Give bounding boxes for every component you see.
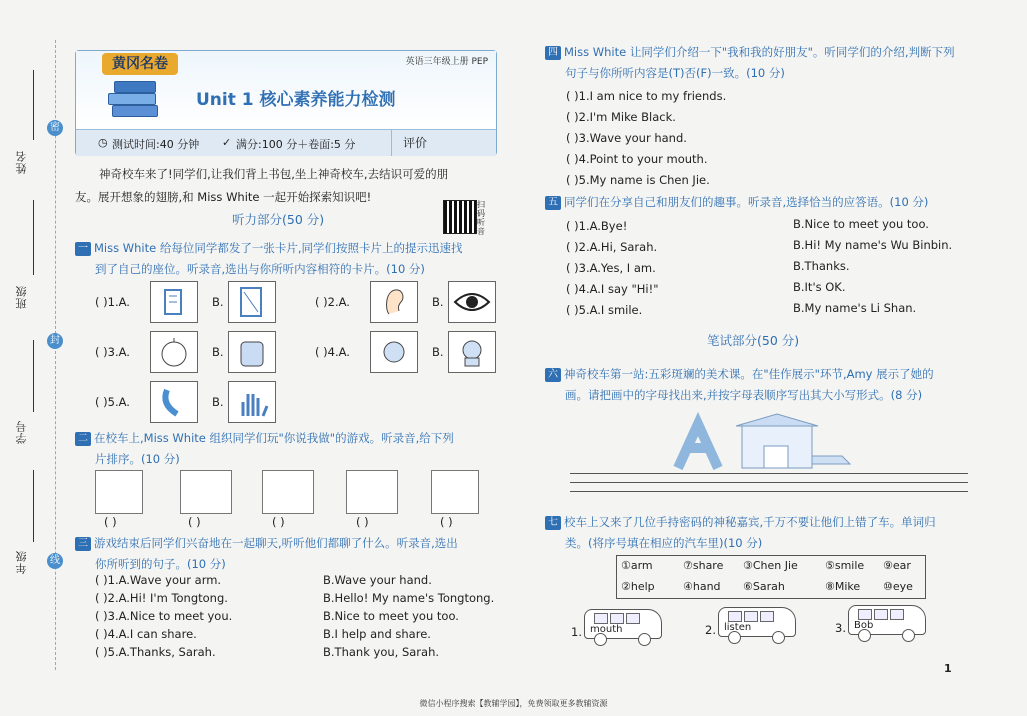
question-4: 四 Miss White 让同学们介绍一下"我和我的好朋友"。听同学们的介绍,判断下列 句子与你所听内容是(T)否(F)一致。(10 分)	[545, 42, 985, 84]
grade-blank[interactable]	[33, 470, 34, 542]
name-blank[interactable]	[33, 70, 34, 140]
q1-item-5: ( )5.A.	[95, 395, 130, 409]
books-icon	[108, 79, 160, 119]
q1-b-label: B.	[212, 345, 224, 359]
page-title: Unit 1 核心素养能力检测	[196, 90, 396, 110]
apple-icon[interactable]	[150, 331, 198, 373]
scene-picture	[95, 470, 143, 514]
q1-item-2: ( )2.A.	[315, 295, 350, 309]
order-blank[interactable]: ( )	[440, 515, 453, 529]
arm-icon[interactable]	[150, 381, 198, 423]
bus-number-3: 3.	[835, 621, 846, 635]
scene-picture	[262, 470, 314, 514]
test-time: 测试时间:40 分钟	[112, 138, 200, 151]
question-3: 三 游戏结束后同学们兴奋地在一起聊天,听听他们都聊了什么。听录音,选出 你所听到的句子。(10 分)	[75, 533, 505, 575]
bus-label: listen	[724, 622, 752, 633]
order-blank[interactable]: ( )	[356, 515, 369, 529]
grade-label: 年级	[15, 550, 28, 574]
q3-options-b: B.Wave your hand. B.Hello! My name's Tongtong. B.Nice to meet you too. B.I help and share. B.Thank you, Sarah.	[323, 573, 495, 659]
q1-item-3: ( )3.A.	[95, 345, 130, 359]
order-blank[interactable]: ( )	[104, 515, 117, 529]
q1-item-4: ( )4.A.	[315, 345, 350, 359]
rating-label: 评价	[391, 130, 438, 156]
qr-code-icon[interactable]	[443, 200, 477, 234]
ear-icon[interactable]	[370, 281, 418, 323]
cat-icon[interactable]	[370, 331, 418, 373]
seal-feng: 封	[47, 333, 63, 349]
full-score: 满分:100 分＋卷面:5 分	[236, 138, 356, 151]
q1-item-1: ( )1.A.	[95, 295, 130, 309]
class-blank[interactable]	[33, 200, 34, 275]
word-table: ①arm ③Chen Jie ⑤smile ⑦share ⑨ear ②help ④hand ⑥Sarah ⑧Mike ⑩eye	[616, 555, 926, 599]
bus-number-1: 1.	[571, 625, 582, 639]
qr-tag: 扫码听音	[477, 200, 485, 236]
binding-strip	[0, 0, 68, 716]
bus-label: mouth	[590, 624, 623, 635]
question-6: 六 神奇校车第一站:五彩斑斓的美术课。在"佳作展示"环节,Amy 展示了她的 画。请把画中的字母找出来,并按字母表顺序写出其大小写形式。(8 分)	[545, 364, 985, 406]
name-label: 姓名	[15, 150, 28, 174]
scene-picture	[346, 470, 398, 514]
order-blank[interactable]: ( )	[188, 515, 201, 529]
q5-options-b: B.Nice to meet you too. B.Hi! My name's Wu Binbin. B.Thanks. B.It's OK. B.My name's Li Shan.	[793, 217, 953, 315]
id-label: 学号	[15, 420, 28, 444]
seal-mi: 密	[47, 120, 63, 136]
hand-icon[interactable]	[228, 381, 276, 423]
order-blank[interactable]: ( )	[272, 515, 285, 529]
writing-title: 笔试部分(50 分)	[707, 333, 800, 348]
question-5: 五 同学们在分享自己和朋友们的趣事。听录音,选择恰当的应答语。(10 分)	[545, 192, 985, 213]
page-number: 1	[944, 662, 952, 675]
id-blank[interactable]	[33, 340, 34, 412]
bus-icon[interactable]	[848, 601, 926, 645]
q1-b-label: B.	[212, 395, 224, 409]
card-option[interactable]	[228, 281, 276, 323]
bus-label: Bob	[854, 620, 874, 631]
card-option[interactable]	[150, 281, 198, 323]
test-header	[75, 50, 497, 156]
q5-options-a: ( )1.A.Bye! ( )2.A.Hi, Sarah. ( )3.A.Yes, I am. ( )4.A.I say "Hi!" ( )5.A.I smile.	[566, 219, 659, 317]
question-1: 一 Miss White 给每位同学都发了一张卡片,同学们按照卡片上的提示迅速找 到了自己的座位。听录音,选出与你所听内容相符的卡片。(10 分)	[75, 238, 505, 280]
scene-picture	[180, 470, 232, 514]
class-label: 班级	[15, 285, 28, 309]
eye-icon[interactable]	[448, 281, 496, 323]
scene-picture	[431, 470, 479, 514]
bus-icon[interactable]	[584, 605, 662, 649]
listening-title: 听力部分(50 分)	[232, 212, 325, 227]
dog-icon[interactable]	[448, 331, 496, 373]
q1-b-label: B.	[212, 295, 224, 309]
q1-b-label: B.	[432, 345, 444, 359]
brand-logo: 黄冈名卷	[102, 53, 178, 75]
q4-statements: ( )1.I am nice to my friends. ( )2.I'm Mike Black. ( )3.Wave your hand. ( )4.Point to your mouth. ( )5.My name is Chen Jie.	[566, 89, 727, 187]
bus-icon[interactable]	[718, 603, 796, 647]
question-7: 七 校车上又来了几位手持密码的神秘嘉宾,千万不要让他们上错了车。单词归 类。(将序号填在相应的汽车里)(10 分)	[545, 512, 985, 554]
letter-drawing	[672, 412, 872, 470]
bus-number-2: 2.	[705, 623, 716, 637]
q1-b-label: B.	[432, 295, 444, 309]
q3-options-a: ( )1.A.Wave your arm. ( )2.A.Hi! I'm Tongtong. ( )3.A.Nice to meet you. ( )4.A.I can share. ( )5.A.Thanks, Sarah.	[95, 573, 233, 659]
check-icon: ✓	[222, 136, 232, 149]
writing-lines[interactable]	[570, 473, 968, 500]
intro-text: 神奇校车来了!同学们,让我们背上书包,坐上神奇校车,去结识可爱的朋 友。展开想象的翅膀,和 Miss White 一起开始探索知识吧!	[75, 167, 449, 204]
grade-info: 英语三年级上册 PEP	[405, 57, 488, 67]
schoolbag-icon[interactable]	[228, 331, 276, 373]
seal-xian: 线	[47, 553, 63, 569]
clock-icon: ◷	[98, 136, 108, 149]
footer-note: 微信小程序搜索【教辅学园】，免费领取更多教辅资源	[419, 699, 608, 708]
question-2: 二 在校车上,Miss White 组织同学们玩"你说我做"的游戏。听录音,给下列 片排序。(10 分)	[75, 428, 505, 470]
